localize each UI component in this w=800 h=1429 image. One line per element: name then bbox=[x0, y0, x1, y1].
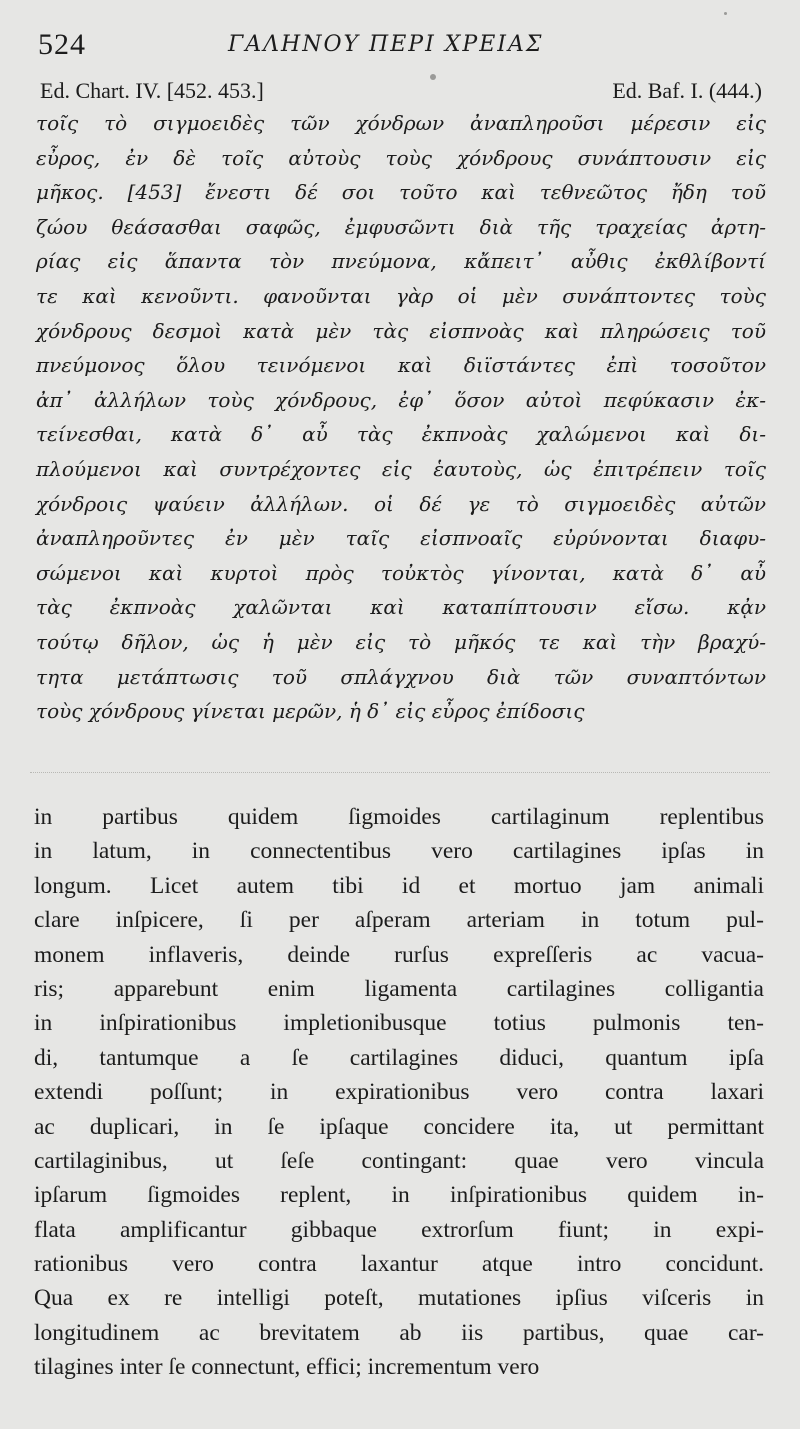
latin-text-line: di, tantumque a ſe cartilagines diduci, quantum ipſa bbox=[34, 1044, 764, 1071]
latin-text-line: ris; apparebunt enim ligamenta cartilagines colligantia bbox=[34, 975, 764, 1002]
print-speck bbox=[430, 74, 436, 80]
greek-text-line: εὖρος, ἐν δὲ τοῖς αὐτοὺς τοὺς χόνδρους συνάπτουσιν εἰς bbox=[36, 145, 766, 170]
edition-reference-right: Ed. Baf. I. (444.) bbox=[612, 78, 762, 103]
greek-text-line: τοῖς τὸ σιγμοειδὲς τῶν χόνδρων ἀναπληροῦσι μέρεσιν εἰς bbox=[36, 111, 766, 135]
latin-text-line: longum. Licet autem tibi id et mortuo jam animali bbox=[34, 872, 764, 899]
section-divider bbox=[30, 772, 770, 774]
latin-text-line: clare inſpicere, ſi per aſperam arteriam in totum pul- bbox=[34, 907, 764, 934]
greek-text-line: χόνδρους δεσμοὶ κατὰ μὲν τὰς εἰσπνοὰς καὶ πληρώσεις τοῦ bbox=[36, 318, 766, 343]
greek-text-line: τητα μετάπτωσις τοῦ σπλάγχνου διὰ τῶν συναπτόντων bbox=[36, 664, 766, 689]
greek-text-line: τὰς ἐκπνοὰς χαλῶνται καὶ καταπίπτουσιν εἴσω. κᾀν bbox=[36, 595, 766, 620]
latin-text-line: monem inflaveris, deinde rurſus expreſſeris ac vacua- bbox=[34, 941, 764, 968]
latin-text-line: flata amplificantur gibbaque extrorſum fiunt; in expi- bbox=[34, 1216, 764, 1243]
latin-translation-block bbox=[34, 800, 764, 1385]
edition-reference-left: Ed. Chart. IV. [452. 453.] bbox=[40, 78, 264, 103]
greek-text-line: μῆκος. [453] ἔνεστι δέ σοι τοῦτο καὶ τεθνεῶτος ἤδη τοῦ bbox=[36, 180, 766, 205]
greek-text-line: τοὺς χόνδρους γίνεται μερῶν, ἡ δ᾽ εἰς εὖρος ἐπίδοσις bbox=[36, 699, 585, 724]
greek-text-line: τε καὶ κενοῦντι. φανοῦνται γὰρ οἱ μὲν συνάπτοντες τοὺς bbox=[36, 283, 766, 308]
latin-text-line: in partibus quidem ſigmoides cartilaginum replentibus bbox=[34, 804, 764, 830]
latin-text-line: in inſpirationibus impletionibusque totius pulmonis ten- bbox=[34, 1010, 764, 1037]
latin-text-line: Qua ex re intelligi poteſt, mutationes ipſius viſceris in bbox=[34, 1285, 764, 1312]
greek-text-line: τούτῳ δῆλον, ὡς ἡ μὲν εἰς τὸ μῆκός τε καὶ τὴν βραχύ- bbox=[36, 629, 766, 654]
greek-text-line: ζώου θεάσασθαι σαφῶς, ἐμφυσῶντι διὰ τῆς τραχείας ἀρτη- bbox=[36, 214, 766, 239]
latin-text-line: tilagines inter ſe connectunt, effici; incrementum vero bbox=[34, 1354, 540, 1381]
greek-text-line: τείνεσθαι, κατὰ δ᾽ αὖ τὰς ἐκπνοὰς χαλώμενοι καὶ δι- bbox=[36, 422, 766, 447]
latin-text-line: ipſarum ſigmoides replent, in inſpirationibus quidem in- bbox=[34, 1182, 764, 1209]
greek-text-line: πνεύμονος ὅλου τεινόμενοι καὶ διϊστάντες ἐπὶ τοσοῦτον bbox=[36, 353, 766, 378]
greek-text-line: πλούμενοι καὶ συντρέχοντες εἰς ἑαυτοὺς, ὡς ἐπιτρέπειν τοῖς bbox=[36, 456, 766, 481]
latin-text-line: extendi poſſunt; in expirationibus vero contra laxari bbox=[34, 1079, 764, 1106]
latin-text-line: longitudinem ac brevitatem ab iis partibus, quae car- bbox=[34, 1319, 764, 1346]
greek-text-line: σώμενοι καὶ κυρτοὶ πρὸς τοὐκτὸς γίνονται, κατὰ δ᾽ αὖ bbox=[36, 560, 766, 585]
print-speck bbox=[724, 12, 727, 15]
greek-text-block bbox=[36, 106, 766, 729]
greek-text-line: χόνδροις ψαύειν ἀλλήλων. οἱ δέ γε τὸ σιγμοειδὲς αὐτῶν bbox=[36, 491, 766, 516]
latin-text-line: in latum, in connectentibus vero cartilagines ipſas in bbox=[34, 838, 764, 865]
latin-text-line: rationibus vero contra laxantur atque intro concidunt. bbox=[34, 1251, 764, 1278]
latin-text-line: cartilaginibus, ut ſeſe contingant: quae vero vincula bbox=[34, 1147, 764, 1174]
page-number: 524 bbox=[38, 28, 86, 61]
greek-text-line: ἀναπληροῦντες ἐν μὲν ταῖς εἰσπνοαῖς εὐρύνονται διαφυ- bbox=[36, 526, 766, 551]
page-header bbox=[38, 28, 768, 68]
running-title: ΓΑΛΗΝΟΥ ΠΕΡΙ ΧΡΕΙΑΣ bbox=[228, 32, 544, 57]
latin-text-line: ac duplicari, in ſe ipſaque concidere ita, ut permittant bbox=[34, 1113, 764, 1140]
greek-text-line: ἀπ᾽ ἀλλήλων τοὺς χόνδρους, ἐφ᾽ ὅσον αὐτοὶ πεφύκασιν ἐκ- bbox=[36, 387, 766, 412]
greek-text-line: ρίας εἰς ἅπαντα τὸν πνεύμονα, κἄπειτ᾽ αὖθις ἐκθλίβοντί bbox=[36, 249, 766, 274]
